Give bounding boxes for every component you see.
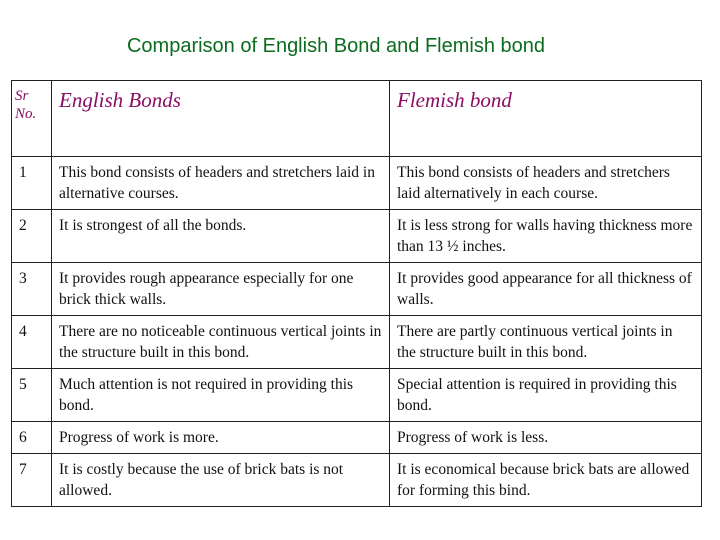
cell-sr: 1 bbox=[12, 157, 52, 210]
cell-flemish: Progress of work is less. bbox=[390, 422, 702, 454]
cell-flemish: It is economical because brick bats are allowed for forming this bind. bbox=[390, 454, 702, 507]
cell-sr: 2 bbox=[12, 210, 52, 263]
cell-english: Much attention is not required in providing this bond. bbox=[52, 369, 390, 422]
cell-english: There are no noticeable continuous vertical joints in the structure built in this bond. bbox=[52, 316, 390, 369]
cell-flemish: There are partly continuous vertical joints in the structure built in this bond. bbox=[390, 316, 702, 369]
table-row bbox=[12, 454, 702, 507]
table-row bbox=[12, 316, 702, 369]
header-english-bonds: English Bonds bbox=[52, 81, 390, 157]
table-row bbox=[12, 157, 702, 210]
cell-sr: 5 bbox=[12, 369, 52, 422]
cell-english: This bond consists of headers and stretchers laid in alternative courses. bbox=[52, 157, 390, 210]
cell-flemish: This bond consists of headers and stretchers laid alternatively in each course. bbox=[390, 157, 702, 210]
cell-english: It provides rough appearance especially for one brick thick walls. bbox=[52, 263, 390, 316]
cell-english: Progress of work is more. bbox=[52, 422, 390, 454]
cell-sr: 4 bbox=[12, 316, 52, 369]
table-row bbox=[12, 210, 702, 263]
cell-flemish: Special attention is required in providing this bond. bbox=[390, 369, 702, 422]
cell-flemish: It is less strong for walls having thickness more than 13 ½ inches. bbox=[390, 210, 702, 263]
table-row bbox=[12, 369, 702, 422]
page-title: Comparison of English Bond and Flemish bond bbox=[126, 35, 546, 57]
table-row bbox=[12, 263, 702, 316]
header-sr-no: Sr No. bbox=[12, 81, 52, 157]
table-header-row bbox=[12, 81, 702, 157]
table-row bbox=[12, 422, 702, 454]
cell-sr: 6 bbox=[12, 422, 52, 454]
comparison-table bbox=[11, 80, 702, 507]
cell-flemish: It provides good appearance for all thickness of walls. bbox=[390, 263, 702, 316]
header-flemish-bond: Flemish bond bbox=[390, 81, 702, 157]
cell-english: It is strongest of all the bonds. bbox=[52, 210, 390, 263]
cell-sr: 3 bbox=[12, 263, 52, 316]
cell-english: It is costly because the use of brick bats is not allowed. bbox=[52, 454, 390, 507]
cell-sr: 7 bbox=[12, 454, 52, 507]
